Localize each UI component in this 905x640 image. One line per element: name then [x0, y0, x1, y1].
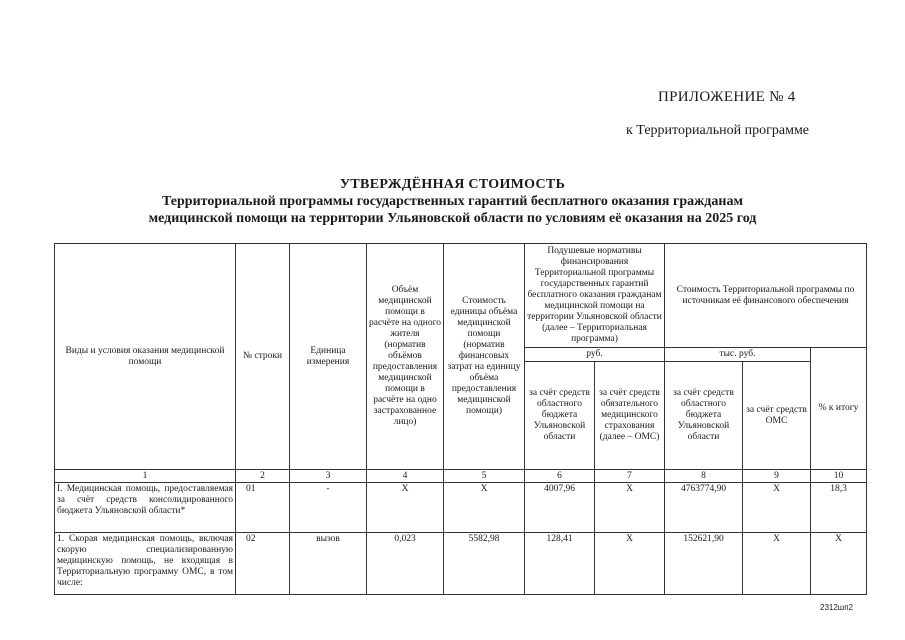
row-cost-oms: X	[743, 483, 811, 533]
row-percent: 18,3	[811, 483, 867, 533]
header-volume: Объём медицинской помощи в расчёте на одного жителя (норматив объёмов предоставления медицинской помощи в расчёте на одно застрахованное лицо)	[367, 244, 444, 470]
header-unit-cost: Стоимость единицы объёма медицинской помощи (норматив финансовых затрат на единицу объёма предоставления медицинской помощи)	[444, 244, 525, 470]
document-subtitle-line-1: Территориальной программы государственных гарантий бесплатного оказания гражданам	[162, 194, 743, 209]
row-cost-oms: X	[743, 533, 811, 595]
column-number: 3	[290, 470, 367, 483]
row-percent: X	[811, 533, 867, 595]
appendix-reference: к Территориальной программе	[626, 123, 810, 138]
header-cost-budget: за счёт средств областного бюджета Ульяновской области	[665, 362, 743, 470]
table-row	[55, 483, 867, 533]
table-row	[55, 533, 867, 595]
document-code: 2312шп2	[820, 603, 853, 612]
appendix-label: ПРИЛОЖЕНИЕ № 4	[658, 89, 796, 105]
header-cost-group: Стоимость Территориальной программы по источникам её финансового обеспечения	[665, 244, 867, 348]
header-per-capita-group: Подушевые нормативы финансирования Территориальной программы государственных гарантий бесплатного оказания гражданам медицинской помощи на территории Ульяновской области (далее – Территориальная программа)	[525, 244, 665, 348]
column-number: 10	[811, 470, 867, 483]
column-number: 6	[525, 470, 595, 483]
row-line-number: 02	[236, 533, 290, 595]
row-volume: X	[367, 483, 444, 533]
row-unit: вызов	[290, 533, 367, 595]
row-unit-cost: 5582,98	[444, 533, 525, 595]
column-number: 7	[595, 470, 665, 483]
column-number: 2	[236, 470, 290, 483]
row-name: I. Медицинская помощь, предоставляемая за счёт средств консолидированного бюджета Ульяновской области*	[55, 483, 236, 533]
column-number: 9	[743, 470, 811, 483]
header-cost-oms: за счёт средств ОМС	[743, 362, 811, 470]
row-per-capita-budget: 4007,96	[525, 483, 595, 533]
row-per-capita-oms: X	[595, 483, 665, 533]
column-number: 4	[367, 470, 444, 483]
header-per-capita-budget: за счёт средств областного бюджета Ульяновской области	[525, 362, 595, 470]
header-kinds-conditions: Виды и условия оказания медицинской помощи	[55, 244, 236, 470]
row-cost-budget: 4763774,90	[665, 483, 743, 533]
header-line-number: № строки	[236, 244, 290, 470]
document-subtitle-line-2: медицинской помощи на территории Ульяновской области по условиям её оказания на 2025 год	[148, 211, 757, 226]
row-cost-budget: 152621,90	[665, 533, 743, 595]
column-numbers-row	[55, 470, 867, 483]
row-unit: -	[290, 483, 367, 533]
row-volume: 0,023	[367, 533, 444, 595]
row-line-number: 01	[236, 483, 290, 533]
row-unit-cost: X	[444, 483, 525, 533]
row-name: 1. Скорая медицинская помощь, включая скорую специализированную медицинскую помощь, не входящая в Территориальную программу ОМС, в том числе:	[55, 533, 236, 595]
column-number: 1	[55, 470, 236, 483]
column-number: 8	[665, 470, 743, 483]
header-unit-thousand-rub: тыс. руб.	[665, 348, 811, 362]
header-percent-total: % к итогу	[811, 348, 867, 470]
row-per-capita-budget: 128,41	[525, 533, 595, 595]
header-unit-rub: руб.	[525, 348, 665, 362]
header-unit: Единица измерения	[290, 244, 367, 470]
cost-table	[54, 243, 867, 595]
document-title: УТВЕРЖДЁННАЯ СТОИМОСТЬ	[339, 177, 566, 192]
header-per-capita-oms: за счёт средств обязательного медицинского страхования (далее – ОМС)	[595, 362, 665, 470]
column-number: 5	[444, 470, 525, 483]
row-per-capita-oms: X	[595, 533, 665, 595]
